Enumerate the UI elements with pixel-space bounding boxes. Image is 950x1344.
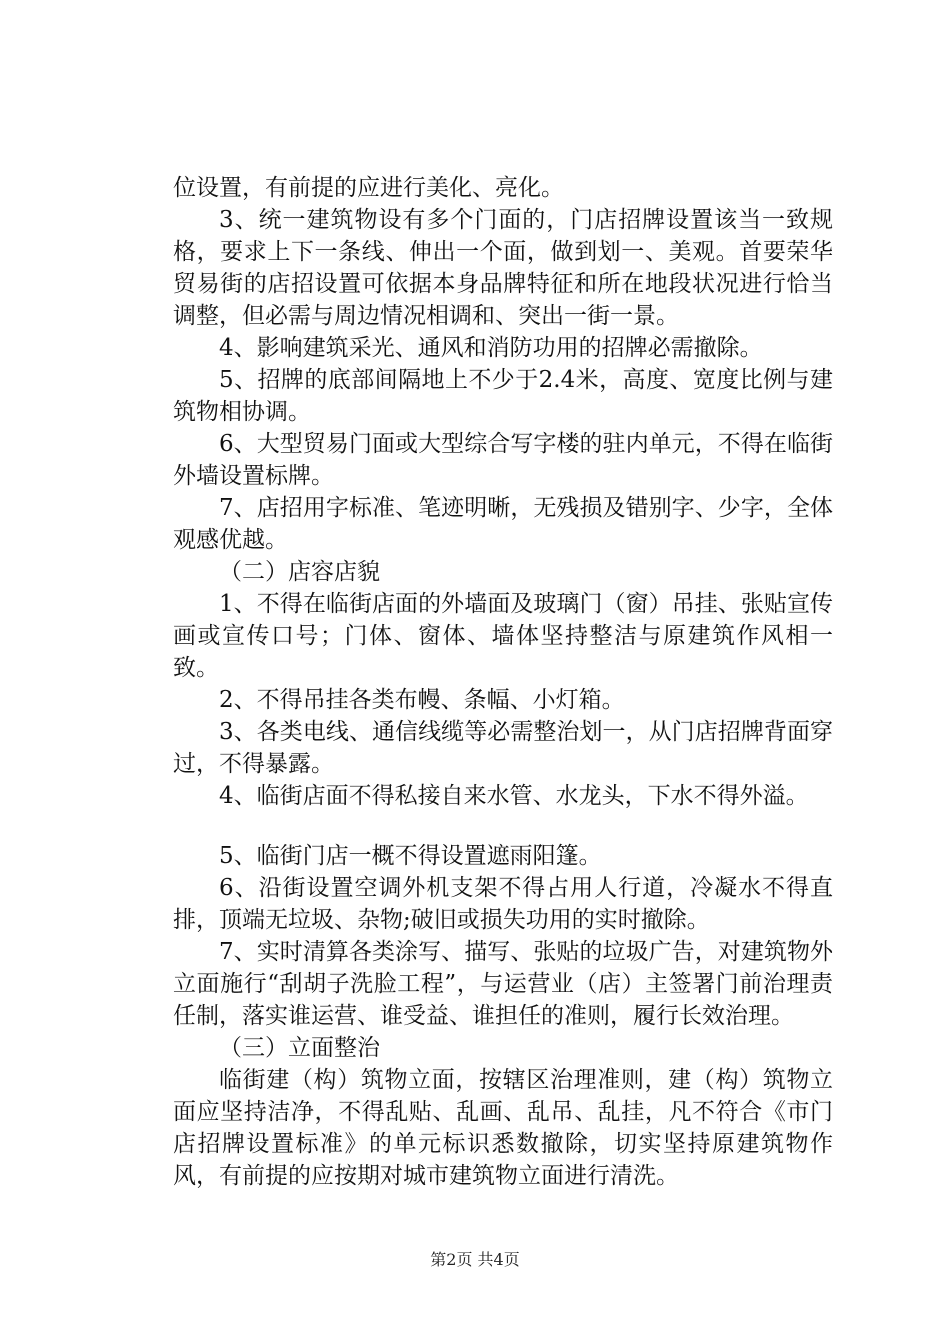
paragraph-shop-2: 2、不得吊挂各类布幔、条幅、小灯箱。 xyxy=(219,687,625,713)
section-heading-3: （三）立面整治 xyxy=(219,1035,380,1061)
paragraph-shop-5: 5、临街门店一概不得设置遮雨阳篷。 xyxy=(219,843,602,869)
paragraph-item-6: 6、大型贸易门面或大型综合写字楼的驻内单元，不得在临街外墙设置标牌。 xyxy=(173,431,833,489)
paragraph-item-4: 4、影响建筑采光、通风和消防功用的招牌必需撤除。 xyxy=(219,335,763,361)
document-body xyxy=(173,172,833,1192)
paragraph-item-3: 3、统一建筑物设有多个门面的，门店招牌设置该当一致规格，要求上下一条线、伸出一个面，做到划一、美观。首要荣华贸易街的店招设置可依据本身品牌特征和所在地段状况进行恰当调整，但必需与周边情况相调和、突出一街一景。 xyxy=(173,207,833,329)
paragraph-shop-3: 3、各类电线、通信线缆等必需整治划一，从门店招牌背面穿过，不得暴露。 xyxy=(173,719,833,777)
paragraph-shop-4: 4、临街店面不得私接自来水管、水龙头，下水不得外溢。 xyxy=(219,783,809,809)
page-footer: 第2页 共4页 xyxy=(430,1250,520,1269)
paragraph-item-5: 5、招牌的底部间隔地上不少于2.4米，高度、宽度比例与建筑物相协调。 xyxy=(173,367,833,425)
paragraph-facade: 临街建（构）筑物立面，按辖区治理准则，建（构）筑物立面应坚持洁净，不得乱贴、乱画、乱吊、乱挂，凡不符合《市门店招牌设置标准》的单元标识悉数撤除，切实坚持原建筑物作风，有前提的应按期对城市建筑物立面进行清洗。 xyxy=(173,1067,833,1189)
section-heading-2: （二）店容店貌 xyxy=(219,559,380,585)
blank-line xyxy=(173,812,833,840)
paragraph-continuation: 位设置，有前提的应进行美化、亮化。 xyxy=(173,175,564,201)
paragraph-shop-1: 1、不得在临街店面的外墙面及玻璃门（窗）吊挂、张贴宣传画或宣传口号；门体、窗体、墙体坚持整洁与原建筑作风相一致。 xyxy=(173,591,833,681)
paragraph-shop-7: 7、实时清算各类涂写、描写、张贴的垃圾广告，对建筑物外立面施行“刮胡子洗脸工程”，与运营业（店）主签署门前治理责任制，落实谁运营、谁受益、谁担任的准则，履行长效治理。 xyxy=(173,939,833,1029)
paragraph-shop-6: 6、沿街设置空调外机支架不得占用人行道，冷凝水不得直排，顶端无垃圾、杂物;破旧或损失功用的实时撤除。 xyxy=(173,875,833,933)
paragraph-item-7: 7、店招用字标准、笔迹明晰，无残损及错别字、少字，全体观感优越。 xyxy=(173,495,833,553)
